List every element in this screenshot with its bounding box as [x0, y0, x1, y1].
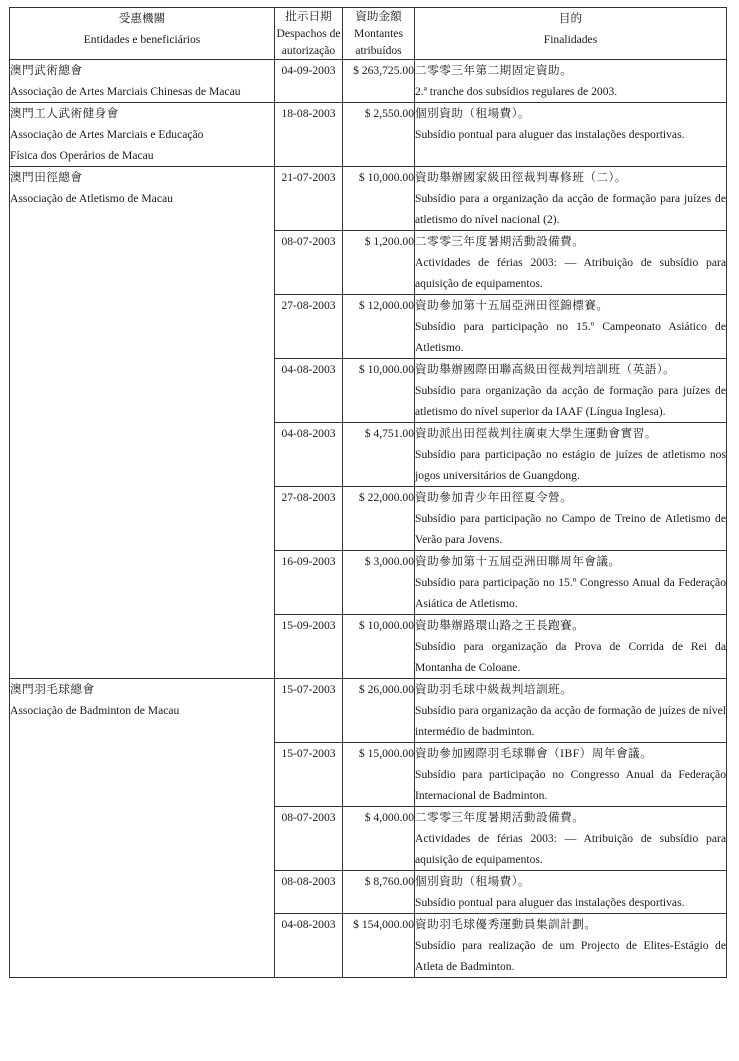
purpose-cell	[415, 295, 727, 359]
purpose-zh: 個別資助（租場費）。	[415, 875, 531, 888]
purpose-cell	[415, 167, 727, 231]
purpose-cell	[415, 551, 727, 615]
date-cell	[275, 167, 343, 231]
grant-amount: $ 10,000.00	[358, 619, 414, 632]
purpose-pt: Actividades de férias 2003: — Atribuição de subsídio para aquisição de equipamentos.	[415, 832, 726, 866]
entity-name-pt: Associação de Badminton de Macau	[10, 704, 180, 717]
grant-amount: $ 12,000.00	[358, 299, 414, 312]
entity-cell	[10, 167, 275, 679]
purpose-zh: 資助羽毛球中級裁判培訓班。	[415, 683, 573, 696]
header-entity	[10, 8, 275, 60]
amount-cell	[343, 679, 415, 743]
purpose-pt: Subsídio para participação no estágio de juízes de atletismo nos jogos universitários de Guangdong.	[415, 448, 726, 482]
entity-cell	[10, 679, 275, 978]
entity-cell	[10, 103, 275, 167]
grant-amount: $ 8,760.00	[364, 875, 414, 888]
header-row	[10, 8, 727, 60]
purpose-cell	[415, 615, 727, 679]
authorization-date: 15-07-2003	[281, 747, 336, 760]
table-row	[10, 103, 727, 167]
entity-name-zh: 澳門羽毛球總會	[10, 683, 95, 696]
amount-cell	[343, 60, 415, 103]
amount-cell	[343, 103, 415, 167]
purpose-cell	[415, 359, 727, 423]
authorization-date: 04-09-2003	[281, 64, 336, 77]
purpose-cell	[415, 679, 727, 743]
purpose-pt: Subsídio para organização da acção de formação para juízes de atletismo do nível superior da IAAF (Língua Inglesa).	[415, 384, 726, 418]
purpose-pt: 2.ª tranche dos subsídios regulares de 2003.	[415, 85, 618, 98]
grant-amount: $ 10,000.00	[358, 171, 414, 184]
date-cell	[275, 871, 343, 914]
purpose-zh: 資助派出田徑裁判往廣東大學生運動會實習。	[415, 427, 657, 440]
grant-amount: $ 3,000.00	[364, 555, 414, 568]
amount-cell	[343, 743, 415, 807]
header-purpose-zh: 目的	[558, 12, 583, 25]
amount-cell	[343, 807, 415, 871]
grants-body	[10, 60, 727, 978]
purpose-zh: 資助參加青少年田徑夏令營。	[415, 491, 573, 504]
purpose-zh: 二零零三年度暑期活動設備費。	[415, 811, 585, 824]
grant-amount: $ 15,000.00	[358, 747, 414, 760]
authorization-date: 27-08-2003	[281, 491, 336, 504]
grant-amount: $ 10,000.00	[358, 363, 414, 376]
purpose-cell	[415, 423, 727, 487]
amount-cell	[343, 615, 415, 679]
header-amount-pt-2: atribuídos	[355, 44, 402, 57]
date-cell	[275, 743, 343, 807]
entity-name-pt: Associação de Artes Marciais Chinesas de Macau	[10, 85, 241, 98]
purpose-cell	[415, 103, 727, 167]
purpose-cell	[415, 807, 727, 871]
authorization-date: 15-07-2003	[281, 683, 336, 696]
purpose-cell	[415, 743, 727, 807]
header-date	[275, 8, 343, 60]
grant-amount: $ 4,751.00	[364, 427, 414, 440]
entity-name-zh: 澳門田徑總會	[10, 171, 83, 184]
purpose-cell	[415, 914, 727, 978]
entity-cell	[10, 60, 275, 103]
date-cell	[275, 551, 343, 615]
authorization-date: 04-08-2003	[281, 918, 336, 931]
purpose-pt: Subsídio para realização de um Projecto de Elites-Estágio de Atleta de Badminton.	[415, 939, 726, 973]
entity-name-zh: 澳門武術總會	[10, 64, 83, 77]
grant-amount: $ 2,550.00	[364, 107, 414, 120]
purpose-zh: 資助舉辦國際田聯高級田徑裁判培訓班（英語）。	[415, 363, 676, 376]
table-row	[10, 60, 727, 103]
grant-amount: $ 4,000.00	[364, 811, 414, 824]
amount-cell	[343, 295, 415, 359]
authorization-date: 16-09-2003	[281, 555, 336, 568]
purpose-zh: 資助舉辦國家級田徑裁判專修班（二）。	[415, 171, 627, 184]
date-cell	[275, 615, 343, 679]
date-cell	[275, 487, 343, 551]
amount-cell	[343, 551, 415, 615]
purpose-cell	[415, 60, 727, 103]
amount-cell	[343, 871, 415, 914]
table-row	[10, 167, 727, 231]
header-entity-pt: Entidades e beneficiários	[83, 33, 201, 46]
document-page	[9, 7, 726, 978]
purpose-zh: 二零零三年度暑期活動設備費。	[415, 235, 585, 248]
grant-amount: $ 26,000.00	[358, 683, 414, 696]
purpose-pt: Subsídio pontual para aluguer das instalações desportivas.	[415, 128, 685, 141]
purpose-zh: 資助舉辦路環山路之王長跑賽。	[415, 619, 585, 632]
purpose-pt: Subsídio para organização da Prova de Corrida de Rei da Montanha de Coloane.	[415, 640, 726, 674]
purpose-pt: Subsídio para participação no Campo de Treino de Atletismo de Verão para Jovens.	[415, 512, 726, 546]
amount-cell	[343, 914, 415, 978]
authorization-date: 04-08-2003	[281, 363, 336, 376]
purpose-pt: Subsídio para organização da acção de formação de juízes de nível intermédio de badminton.	[415, 704, 726, 738]
header-purpose-pt: Finalidades	[543, 33, 598, 46]
header-purpose	[415, 8, 727, 60]
purpose-pt: Actividades de férias 2003: — Atribuição de subsídio para aquisição de equipamentos.	[415, 256, 726, 290]
purpose-zh: 個別資助（租場費）。	[415, 107, 531, 120]
date-cell	[275, 295, 343, 359]
authorization-date: 08-07-2003	[281, 235, 336, 248]
authorization-date: 08-07-2003	[281, 811, 336, 824]
table-row	[10, 679, 727, 743]
entity-name-pt: Associação de Artes Marciais e Educação	[10, 128, 204, 141]
purpose-pt: Subsídio para participação no 15.º Congresso Anual da Federação Asiática de Atletismo.	[415, 576, 726, 610]
grant-amount: $ 263,725.00	[353, 64, 414, 77]
header-amount	[343, 8, 415, 60]
authorization-date: 04-08-2003	[281, 427, 336, 440]
date-cell	[275, 914, 343, 978]
authorization-date: 21-07-2003	[281, 171, 336, 184]
amount-cell	[343, 167, 415, 231]
purpose-zh: 資助羽毛球優秀運動員集訓計劃。	[415, 918, 597, 931]
purpose-cell	[415, 231, 727, 295]
purpose-pt: Subsídio pontual para aluguer das instalações desportivas.	[415, 896, 685, 909]
grant-amount: $ 1,200.00	[364, 235, 414, 248]
header-date-pt-2: autorização	[281, 44, 336, 57]
purpose-zh: 資助參加第十五屆亞洲田聯周年會議。	[415, 555, 621, 568]
purpose-cell	[415, 871, 727, 914]
entity-name-pt: Associação de Atletismo de Macau	[10, 192, 173, 205]
purpose-zh: 二零零三年第二期固定資助。	[415, 64, 573, 77]
amount-cell	[343, 487, 415, 551]
purpose-pt: Subsídio para a organização da acção de formação para juízes de atletismo do nível nacional (2).	[415, 192, 726, 226]
authorization-date: 18-08-2003	[281, 107, 336, 120]
date-cell	[275, 807, 343, 871]
date-cell	[275, 103, 343, 167]
date-cell	[275, 231, 343, 295]
header-entity-zh: 受惠機關	[118, 12, 166, 25]
purpose-pt: Subsídio para participação no Congresso Anual da Federação Internacional de Badminton.	[415, 768, 726, 802]
date-cell	[275, 423, 343, 487]
grants-table	[9, 7, 727, 978]
date-cell	[275, 60, 343, 103]
entity-name-zh: 澳門工人武術健身會	[10, 107, 119, 120]
header-date-pt-1: Despachos de	[276, 27, 341, 40]
authorization-date: 08-08-2003	[281, 875, 336, 888]
grant-amount: $ 154,000.00	[353, 918, 414, 931]
amount-cell	[343, 423, 415, 487]
amount-cell	[343, 359, 415, 423]
header-amount-pt-1: Montantes	[354, 27, 403, 40]
authorization-date: 15-09-2003	[281, 619, 336, 632]
amount-cell	[343, 231, 415, 295]
header-date-zh: 批示日期	[285, 10, 332, 23]
purpose-zh: 資助參加第十五屆亞洲田徑錦標賽。	[415, 299, 609, 312]
purpose-pt: Subsídio para participação no 15.º Campeonato Asiático de Atletismo.	[415, 320, 726, 354]
grant-amount: $ 22,000.00	[358, 491, 414, 504]
date-cell	[275, 359, 343, 423]
authorization-date: 27-08-2003	[281, 299, 336, 312]
purpose-cell	[415, 487, 727, 551]
date-cell	[275, 679, 343, 743]
purpose-zh: 資助參加國際羽毛球聯會（IBF）周年會議。	[415, 747, 653, 760]
header-amount-zh: 資助金額	[355, 10, 402, 23]
entity-name-pt: Física dos Operários de Macau	[10, 149, 154, 162]
